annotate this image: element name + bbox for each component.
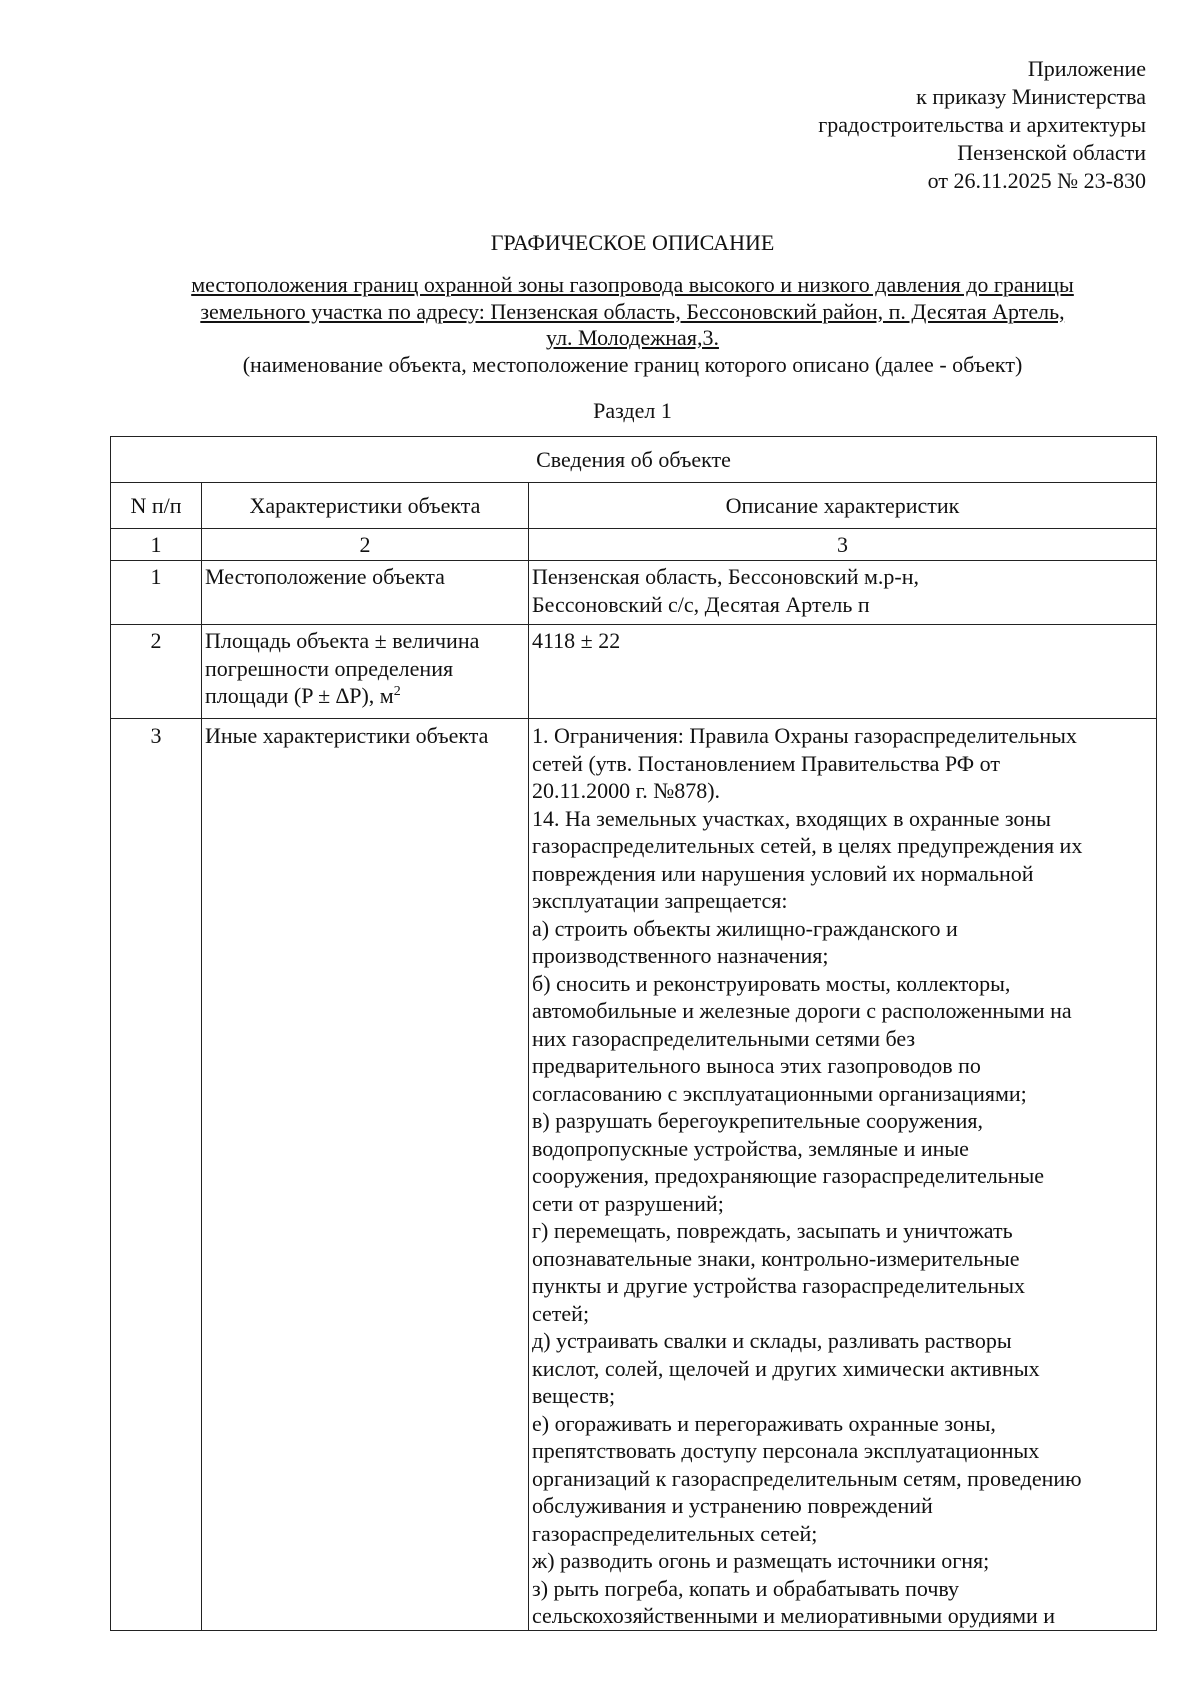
description-line: сети от разрушений; xyxy=(532,1190,724,1216)
appendix-line: Пензенской области xyxy=(957,140,1146,165)
header-characteristic: Характеристики объекта xyxy=(202,483,529,529)
description-line: в) разрушать берегоукрепительные сооружения, xyxy=(532,1108,983,1133)
row-characteristic xyxy=(202,561,529,625)
description-line: з) рыть погреба, копать и обрабатывать почву xyxy=(532,1575,960,1601)
appendix-order-line: от 26.11.2025 № 23-830 xyxy=(927,168,1146,193)
description-line: е) огораживать и перегораживать охранные зоны, xyxy=(532,1410,996,1436)
characteristic-line-text: площади (P ± ∆P), м xyxy=(205,683,394,708)
description-line: д) устраивать свалки и склады, разливать растворы xyxy=(532,1328,1012,1353)
square-superscript: 2 xyxy=(393,684,401,699)
description-line: сельскохозяйственными и мелиоративными орудиями и xyxy=(532,1603,1056,1628)
description-line: водопропускные устройства, земляные и иные xyxy=(532,1135,969,1161)
description-line: них газораспределительными сетями без xyxy=(532,1025,916,1051)
description-line: веществ; xyxy=(532,1383,616,1408)
description-line: кислот, солей, щелочей и других химически активных xyxy=(532,1355,1040,1381)
appendix-line: к приказу Министерства xyxy=(916,84,1146,109)
description-line: организаций к газораспределительным сетям, проведению xyxy=(532,1465,1082,1491)
description-line: а) строить объекты жилищно-гражданского и xyxy=(532,915,958,941)
row-characteristic xyxy=(202,719,529,1631)
description-line: газораспределительных сетей; xyxy=(532,1520,818,1546)
table-row xyxy=(111,561,1157,625)
header-description: Описание характеристик xyxy=(529,483,1157,529)
description-line: 1. Ограничения: Правила Охраны газораспределительных xyxy=(532,723,1077,748)
column-number: 2 xyxy=(202,529,529,561)
object-name-line: земельного участка по адресу: Пензенская область, Бессоновский район, п. Десятая Артель, xyxy=(200,298,1065,324)
table-row xyxy=(111,719,1157,1631)
table-caption-row xyxy=(111,437,1157,483)
table-caption: Сведения об объекте xyxy=(111,437,1157,483)
description-line: газораспределительных сетей, в целях предупреждения их xyxy=(532,833,1083,858)
column-number: 3 xyxy=(529,529,1157,561)
description-line: повреждения или нарушения условий их нормальной xyxy=(532,860,1034,886)
characteristic-line: Местоположение объекта xyxy=(205,564,445,589)
description-line: 4118 ± 22 xyxy=(532,628,621,653)
row-description xyxy=(529,719,1157,1631)
section-label: Раздел 1 xyxy=(593,398,672,423)
table-row xyxy=(111,625,1157,719)
appendix-line: градостроительства и архитектуры xyxy=(818,112,1146,137)
description-line: Бессоновский с/с, Десятая Артель п xyxy=(532,591,870,617)
description-line: 14. На земельных участках, входящих в охранные зоны xyxy=(532,805,1051,831)
column-number: 1 xyxy=(111,529,202,561)
description-line: г) перемещать, повреждать, засыпать и уничтожать xyxy=(532,1218,1013,1243)
object-name-note: (наименование объекта, местоположение границ которого описано (далее - объект) xyxy=(242,351,1023,377)
description-line: автомобильные и железные дороги с расположенными на xyxy=(532,998,1072,1023)
description-line: эксплуатации запрещается: xyxy=(532,888,788,913)
object-info-table xyxy=(110,436,1157,1631)
description-line: обслуживания и устранению повреждений xyxy=(532,1493,933,1518)
object-name-line: местоположения границ охранной зоны газопровода высокого и низкого давления до границы xyxy=(191,272,1074,297)
characteristic-line: Иные характеристики объекта xyxy=(205,723,489,748)
row-description xyxy=(529,625,1157,719)
row-characteristic xyxy=(202,625,529,719)
characteristic-line: Площадь объекта ± величина xyxy=(205,628,480,653)
description-line: предварительного выноса этих газопроводов по xyxy=(532,1053,981,1078)
description-line: опознавательные знаки, контрольно-измерительные xyxy=(532,1245,1020,1271)
description-line: сетей (утв. Постановлением Правительства РФ от xyxy=(532,750,1000,776)
object-name-block xyxy=(110,272,1155,378)
header-num: N п/п xyxy=(111,483,202,529)
row-number: 2 xyxy=(111,625,202,719)
description-line: Пензенская область, Бессоновский м.р-н, xyxy=(532,564,919,589)
description-line: пункты и другие устройства газораспределительных xyxy=(532,1273,1026,1298)
description-line: сооружения, предохраняющие газораспределительные xyxy=(532,1163,1045,1188)
description-line: ж) разводить огонь и размещать источники огня; xyxy=(532,1548,990,1573)
characteristic-line xyxy=(205,682,525,710)
description-line: сетей; xyxy=(532,1300,590,1326)
object-name-line: ул. Молодежная,3. xyxy=(546,325,719,350)
table-header-row xyxy=(111,483,1157,529)
description-line: согласованию с эксплуатационными организациями; xyxy=(532,1080,1027,1106)
document-title: ГРАФИЧЕСКОЕ ОПИСАНИЕ xyxy=(490,230,775,255)
description-line: 20.11.2000 г. №878). xyxy=(532,778,721,803)
row-number: 1 xyxy=(111,561,202,625)
row-number: 3 xyxy=(111,719,202,1631)
description-line: б) сносить и реконструировать мосты, коллекторы, xyxy=(532,970,1011,996)
column-number-row xyxy=(111,529,1157,561)
appendix-block xyxy=(818,55,1146,195)
row-description xyxy=(529,561,1157,625)
description-line: производственного назначения; xyxy=(532,943,829,968)
appendix-line: Приложение xyxy=(1027,56,1146,81)
description-line: препятствовать доступу персонала эксплуатационных xyxy=(532,1438,1040,1463)
characteristic-line: погрешности определения xyxy=(205,655,454,681)
